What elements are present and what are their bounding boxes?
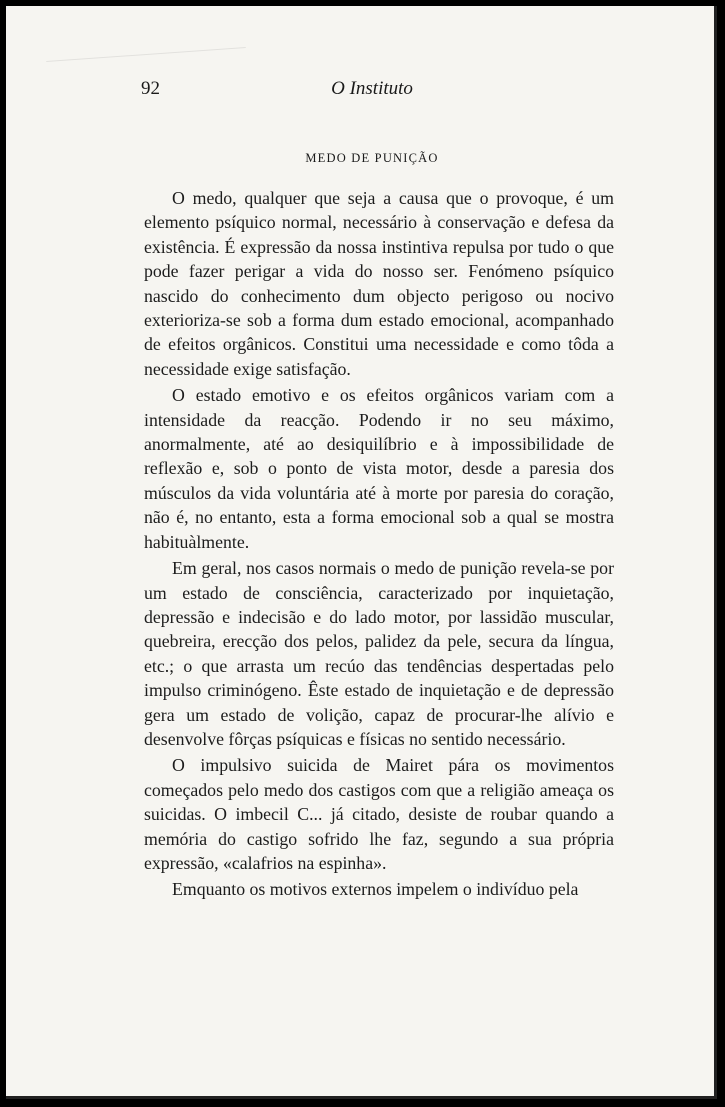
paragraph-2: O estado emotivo e os efeitos orgânicos variam com a intensidade da reacção. Podendo ir no seu máximo, anormalmente, até ao desiquilíbrio e à impossibilidade de reflexão e, sob o ponto de vista motor, desde a paresia dos músculos da vida voluntária até à morte por paresia do coração, não é, no entanto, esta a forma emocional sob a qual se mostra habituàlmente. [144,385,614,552]
book-page [6,6,717,1099]
page-header [6,78,714,106]
page-number: 92 [141,78,160,99]
paragraph-3: Em geral, nos casos normais o medo de punição revela-se por um estado de consciência, caracterizado por inquietação, depressão e indecisão e do lado motor, por lassidão muscular, quebreira, erecção dos pelos, palidez da pele, secura da língua, etc.; o que arrasta um recúo das tendências despertadas pelo impulso criminógeno. Êste estado de inquietação e de depressão gera um estado de volição, capaz de procurar-lhe alívio e desenvolve fôrças psíquicas e físicas no sentido necessário. [144,558,614,749]
paragraph-5: Emquanto os motivos externos impelem o indivíduo pela [172,879,579,900]
body-text [144,186,614,902]
bleed-through-line [46,47,246,62]
running-title: O Instituto [331,78,413,99]
section-heading: MEDO DE PUNIÇÃO [305,151,439,165]
paragraph-4: O impulsivo suicida de Mairet pára os movimentos começados pelo medo dos castigos com que a religião ameaça os suicidas. O imbecil C... já citado, desiste de roubar quando a memória do castigo sofrido lhe faz, segundo a sua própria expressão, «calafrios na espinha». [144,755,614,873]
paragraph-1: O medo, qualquer que seja a causa que o provoque, é um elemento psíquico normal, necessário à conservação e defesa da existência. É expressão da nossa instintiva repulsa por tudo o que pode fazer perigar a vida do nosso ser. Fenómeno psíquico nascido do conhecimento dum objecto perigoso ou nocivo exterioriza-se sob a forma dum estado emocional, acompanhado de efeitos orgânicos. Constitui uma necessidade e como tôda a necessidade exige satisfação. [144,188,614,379]
